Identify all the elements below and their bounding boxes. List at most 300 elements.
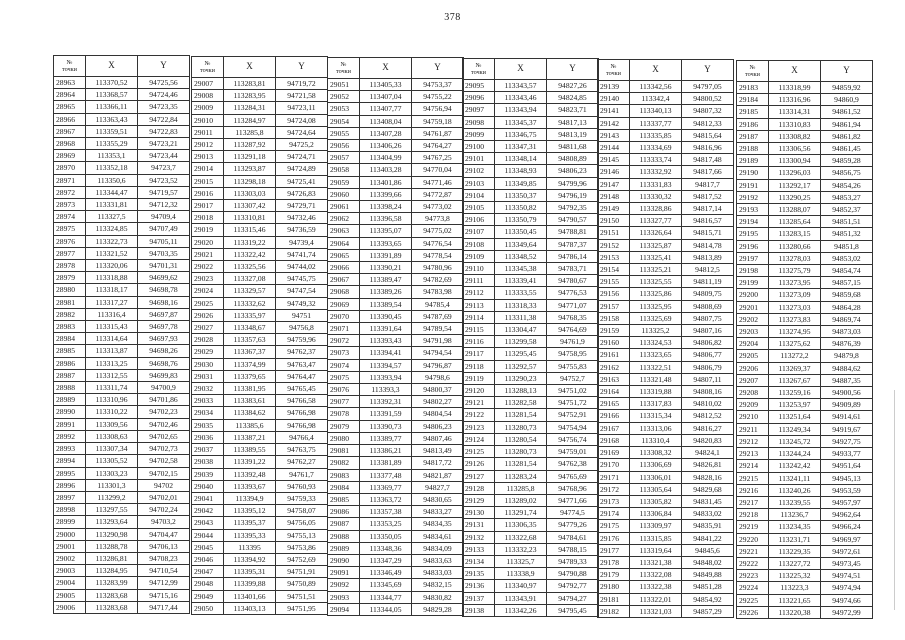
x-coordinate-cell: 113339,41 [495,275,547,287]
y-coordinate-cell: 94853,27 [821,191,873,203]
y-coordinate-cell: 94723,44 [138,150,190,162]
table-row [328,310,464,322]
x-coordinate-cell: 113322,42 [224,248,276,260]
x-coordinate-cell: 113321,03 [630,605,682,617]
point-number-cell: 29034 [192,407,224,419]
x-coordinate-cell: 113392,31 [360,396,412,408]
point-number-cell: 29092 [328,579,360,591]
table-row [192,505,328,517]
table-row [54,418,190,430]
table-row [463,141,599,153]
table-row [192,90,328,102]
table-header-row [328,58,464,79]
x-coordinate-cell: 113299,58 [495,336,547,348]
y-coordinate-cell: 94798,6 [412,371,464,383]
table-row [328,384,464,396]
y-coordinate-cell: 94719,72 [276,78,328,90]
y-coordinate-cell: 94827,26 [547,80,599,92]
y-coordinate-cell: 94972,61 [821,545,873,557]
x-coordinate-cell: 113347,31 [495,141,547,153]
point-number-cell: 29214 [737,460,769,472]
point-number-cell: 29124 [463,433,495,445]
y-coordinate-cell: 94779,26 [547,519,599,531]
point-number-cell: 29212 [737,435,769,447]
point-number-cell: 29164 [598,386,630,398]
table-row [192,517,328,529]
table-row [598,556,734,568]
y-coordinate-cell: 94859,92 [821,82,873,94]
y-coordinate-cell: 94766,58 [276,395,328,407]
x-coordinate-cell: 113325,7 [495,555,547,567]
point-number-cell: 29184 [737,94,769,106]
y-coordinate-cell: 94887,35 [821,374,873,386]
x-coordinate-cell: 113280,73 [495,446,547,458]
point-number-cell: 29216 [737,484,769,496]
table-row [463,214,599,226]
x-coordinate-cell: 113319,22 [224,236,276,248]
table-row [192,419,328,431]
point-number-cell: 29064 [328,237,360,249]
y-coordinate-cell: 94723,21 [138,138,190,150]
x-coordinate-cell: 113316,4 [86,308,138,320]
y-coordinate-cell: 94790,57 [547,214,599,226]
x-coordinate-cell: 113321,38 [630,556,682,568]
point-number-cell: 28964 [54,89,86,101]
x-coordinate-cell: 113344,77 [360,591,412,603]
x-coordinate-cell: 113288,13 [495,385,547,397]
x-coordinate-cell: 113245,72 [769,435,821,447]
table-row [192,468,328,480]
point-number-cell: 28985 [54,345,86,357]
point-number-cell: 29020 [192,236,224,248]
table-row [192,602,328,614]
point-number-cell: 29045 [192,541,224,553]
point-number-cell: 29104 [463,189,495,201]
point-number-cell: 29052 [328,91,360,103]
x-coordinate-cell: 113329,57 [224,285,276,297]
table-row [463,116,599,128]
table-row [463,372,599,384]
table-row [328,506,464,518]
table-row [192,431,328,443]
table-row [598,227,734,239]
x-coordinate-cell: 113286,81 [86,552,138,564]
x-coordinate-cell: 113322,73 [86,235,138,247]
point-number-cell: 29183 [737,82,769,94]
y-coordinate-cell: 94710,54 [138,565,190,577]
y-coordinate-cell: 94813,89 [682,251,734,263]
y-coordinate-cell: 94808,89 [547,153,599,165]
point-number-cell: 29127 [463,470,495,482]
point-number-cell: 29033 [192,395,224,407]
y-coordinate-cell: 94807,46 [412,432,464,444]
table-row [328,152,464,164]
x-coordinate-cell: 113335,85 [630,129,682,141]
table-row [737,179,873,191]
point-number-cell: 28990 [54,406,86,418]
point-number-cell: 29165 [598,398,630,410]
x-coordinate-cell: 113395,12 [224,505,276,517]
table-row [598,471,734,483]
point-number-cell: 29222 [737,557,769,569]
x-coordinate-cell: 113303,03 [224,187,276,199]
point-number-cell: 29193 [737,204,769,216]
x-coordinate-cell: 113348,36 [360,542,412,554]
point-number-cell: 29021 [192,248,224,260]
table-row [737,582,873,594]
point-number-cell: 29159 [598,325,630,337]
table-row [192,126,328,138]
y-coordinate-cell: 94772,87 [412,188,464,200]
table-row [598,581,734,593]
point-number-cell: 29182 [598,605,630,617]
x-coordinate-cell: 113396,58 [360,213,412,225]
table-row [54,138,190,150]
table-row [328,420,464,432]
y-coordinate-cell: 94722,84 [138,113,190,125]
point-number-cell: 28978 [54,260,86,272]
point-number-cell: 29209 [737,399,769,411]
point-number-cell: 29125 [463,446,495,458]
table-row [54,528,190,540]
point-number-cell: 29075 [328,371,360,383]
point-number-cell: 29197 [737,252,769,264]
table-row [54,296,190,308]
x-coordinate-cell: 113281,54 [495,458,547,470]
table-row [192,370,328,382]
point-number-cell: 29013 [192,151,224,163]
point-number-cell: 29004 [54,577,86,589]
x-coordinate-cell: 113395,07 [360,225,412,237]
table-row [463,360,599,372]
x-coordinate-cell: 113340,97 [495,580,547,592]
y-coordinate-cell: 94973,45 [821,557,873,569]
y-coordinate-cell: 94832,15 [412,579,464,591]
point-number-cell: 28963 [54,77,86,89]
x-coordinate-cell: 113273,09 [769,289,821,301]
y-coordinate-cell: 94821,87 [412,469,464,481]
table-row [598,276,734,288]
table-row [54,345,190,357]
point-number-cell: 29201 [737,301,769,313]
table-row [737,289,873,301]
point-number-cell: 29162 [598,361,630,373]
table-row [463,543,599,555]
table-row [463,287,599,299]
y-coordinate-cell: 94702,65 [138,430,190,442]
y-coordinate-cell: 94945,13 [821,472,873,484]
x-coordinate-cell: 113221,65 [769,594,821,606]
y-coordinate-cell: 94833,03 [412,567,464,579]
table-row [192,492,328,504]
point-number-cell: 29024 [192,285,224,297]
table-row [463,348,599,360]
x-coordinate-cell: 113367,37 [224,346,276,358]
y-coordinate-cell: 94852,37 [821,204,873,216]
x-coordinate-cell: 113305,82 [630,495,682,507]
y-coordinate-cell: 94724,64 [276,126,328,138]
x-coordinate-cell: 113387,21 [224,431,276,443]
table-row [192,151,328,163]
table-row [54,540,190,552]
point-number-cell: 29094 [328,603,360,615]
y-coordinate-cell: 94810,02 [682,398,734,410]
point-number-cell: 29070 [328,310,360,322]
y-coordinate-cell: 94861,45 [821,143,873,155]
point-number-cell: 28983 [54,321,86,333]
point-number-cell: 29144 [598,142,630,154]
x-coordinate-cell: 113345,37 [495,116,547,128]
table-row [598,81,734,93]
y-coordinate-cell: 94703,2 [138,516,190,528]
table-row [598,508,734,520]
y-coordinate-cell: 94755,83 [547,360,599,372]
x-coordinate-cell: 113292,17 [769,179,821,191]
x-column-header: X [360,58,412,79]
x-coordinate-cell: 113325,95 [630,300,682,312]
coordinate-table [462,58,599,617]
x-coordinate-cell: 113333,55 [495,287,547,299]
point-number-cell: 29186 [737,118,769,130]
point-number-cell: 29086 [328,506,360,518]
table-row [54,308,190,320]
x-coordinate-cell: 113342,56 [630,81,682,93]
table-row [192,322,328,334]
point-number-cell: 29090 [328,554,360,566]
point-number-cell: 29219 [737,521,769,533]
x-coordinate-cell: 113240,26 [769,484,821,496]
y-coordinate-cell: 94759,18 [412,115,464,127]
point-number-cell: 29102 [463,165,495,177]
x-coordinate-cell: 113403,13 [224,602,276,614]
y-coordinate-cell: 94709,4 [138,211,190,223]
point-number-cell: 29039 [192,468,224,480]
point-number-cell: 29174 [598,508,630,520]
y-coordinate-cell: 94700,9 [138,382,190,394]
x-coordinate-cell: 113353,1 [86,150,138,162]
table-row [54,333,190,345]
point-number-cell: 29181 [598,593,630,605]
table-row [192,163,328,175]
x-coordinate-cell: 113389,26 [360,286,412,298]
x-coordinate-cell: 113334,69 [630,142,682,154]
x-coordinate-cell: 113337,77 [630,117,682,129]
point-number-header [328,58,360,79]
x-coordinate-cell: 113306,84 [630,508,682,520]
point-number-cell: 29179 [598,569,630,581]
y-coordinate-cell: 94802,27 [412,396,464,408]
point-number-cell: 29150 [598,215,630,227]
y-column-header: Y [682,60,734,81]
x-coordinate-cell: 113401,86 [360,176,412,188]
x-coordinate-cell: 113275,62 [769,338,821,350]
point-number-cell: 29204 [737,338,769,350]
point-number-cell: 29100 [463,141,495,153]
x-coordinate-cell: 113344,05 [360,603,412,615]
y-coordinate-cell: 94701,86 [138,394,190,406]
table-row [192,273,328,285]
table-row [737,594,873,606]
table-row [54,199,190,211]
y-coordinate-cell: 94879,8 [821,350,873,362]
point-number-cell: 29049 [192,590,224,602]
y-coordinate-cell: 94726,83 [276,187,328,199]
x-coordinate-cell: 113403,28 [360,164,412,176]
y-coordinate-cell: 94712,32 [138,199,190,211]
x-coordinate-cell: 113407,28 [360,127,412,139]
table-row [54,284,190,296]
table-row [192,456,328,468]
y-coordinate-cell: 94785,4 [412,298,464,310]
table-row [737,411,873,423]
y-coordinate-cell: 94751,02 [547,385,599,397]
x-coordinate-cell: 113394,57 [360,359,412,371]
x-coordinate-cell: 113350,6 [86,174,138,186]
table-row [737,484,873,496]
table-row [463,324,599,336]
x-coordinate-cell: 113287,92 [224,139,276,151]
table-row [737,533,873,545]
point-number-cell: 28974 [54,211,86,223]
table-row [463,385,599,397]
y-coordinate-cell: 94715,16 [138,589,190,601]
table-row [737,118,873,130]
table-row [192,114,328,126]
table-row [328,469,464,481]
point-number-cell: 29143 [598,129,630,141]
y-coordinate-cell: 94806,23 [547,165,599,177]
point-number-cell: 29132 [463,531,495,543]
margin-mark [894,390,899,610]
point-number-cell: 28999 [54,516,86,528]
point-number-cell: 29149 [598,203,630,215]
point-number-cell: 28969 [54,150,86,162]
table-row [737,606,873,618]
y-coordinate-cell: 94750,89 [276,578,328,590]
table-row [328,359,464,371]
table-row [54,125,190,137]
point-number-cell: 29180 [598,581,630,593]
point-number-cell: 29156 [598,288,630,300]
y-coordinate-cell: 94799,96 [547,177,599,189]
x-coordinate-cell: 113295,45 [495,348,547,360]
table-row [598,251,734,263]
y-coordinate-cell: 94835,91 [682,520,734,532]
y-coordinate-cell: 94812,5 [682,264,734,276]
table-row [737,252,873,264]
point-number-cell: 29035 [192,419,224,431]
table-row [54,577,190,589]
y-coordinate-cell: 94761,87 [412,127,464,139]
point-number-cell: 29107 [463,226,495,238]
table-row [328,371,464,383]
x-coordinate-cell: 113305,52 [86,455,138,467]
point-number-cell: 28965 [54,101,86,113]
table-row [54,150,190,162]
x-coordinate-cell: 113391,59 [360,408,412,420]
table-row [192,309,328,321]
table-row [598,325,734,337]
x-coordinate-cell: 113350,45 [495,226,547,238]
y-coordinate-cell: 94697,78 [138,321,190,333]
x-coordinate-cell: 113290,23 [495,372,547,384]
table-row [737,460,873,472]
table-row [192,78,328,90]
table-row [737,265,873,277]
y-coordinate-cell: 94856,75 [821,167,873,179]
x-coordinate-cell: 113275,79 [769,265,821,277]
y-coordinate-cell: 94762,37 [276,346,328,358]
x-coordinate-cell: 113288,78 [86,540,138,552]
table-row [737,509,873,521]
table-row [463,482,599,494]
point-number-cell: 29071 [328,323,360,335]
y-coordinate-cell: 94815,64 [682,129,734,141]
table-row [598,190,734,202]
y-coordinate-cell: 94845,6 [682,544,734,556]
point-number-cell: 29030 [192,358,224,370]
table-row [328,567,464,579]
x-coordinate-cell: 113249,34 [769,423,821,435]
x-coordinate-cell: 113308,82 [769,130,821,142]
point-number-cell: 29062 [328,213,360,225]
y-coordinate-cell: 94817,13 [547,116,599,128]
x-coordinate-cell: 113284,31 [224,102,276,114]
point-number-cell: 29072 [328,335,360,347]
point-number-cell: 29134 [463,555,495,567]
x-coordinate-cell: 113349,85 [495,177,547,189]
x-coordinate-cell: 113319,64 [630,544,682,556]
y-coordinate-cell: 94760,93 [276,480,328,492]
y-coordinate-cell: 94783,71 [547,263,599,275]
table-row [54,272,190,284]
point-number-cell: 29050 [192,602,224,614]
y-coordinate-cell: 94813,19 [547,128,599,140]
x-coordinate-cell: 113350,37 [495,189,547,201]
point-number-cell: 29106 [463,214,495,226]
y-coordinate-cell: 94765,69 [547,470,599,482]
x-coordinate-cell: 113346,75 [495,128,547,140]
y-coordinate-cell: 94811,19 [682,276,734,288]
table-row [328,408,464,420]
x-coordinate-cell: 113310,4 [630,434,682,446]
point-number-cell: 29153 [598,251,630,263]
point-number-cell: 29114 [463,311,495,323]
point-number-cell: 29083 [328,469,360,481]
table-row [598,605,734,617]
table-row [54,394,190,406]
x-coordinate-cell: 113325,55 [630,276,682,288]
page-number: 378 [444,12,461,23]
y-coordinate-cell: 94698,78 [138,284,190,296]
y-coordinate-cell: 94725,2 [276,139,328,151]
x-coordinate-cell: 113283,99 [86,577,138,589]
y-coordinate-cell: 94766,98 [276,407,328,419]
point-number-cell: 29154 [598,264,630,276]
table-row [328,91,464,103]
point-number-header [463,59,495,80]
y-coordinate-cell: 94974,94 [821,582,873,594]
x-coordinate-cell: 113311,38 [495,311,547,323]
y-coordinate-cell: 94739,4 [276,236,328,248]
point-number-cell: 29130 [463,507,495,519]
x-coordinate-cell: 113359,51 [86,125,138,137]
table-row [463,80,599,92]
table-row [737,216,873,228]
point-number-cell: 29188 [737,143,769,155]
point-number-cell: 29220 [737,533,769,545]
point-number-cell: 29097 [463,104,495,116]
